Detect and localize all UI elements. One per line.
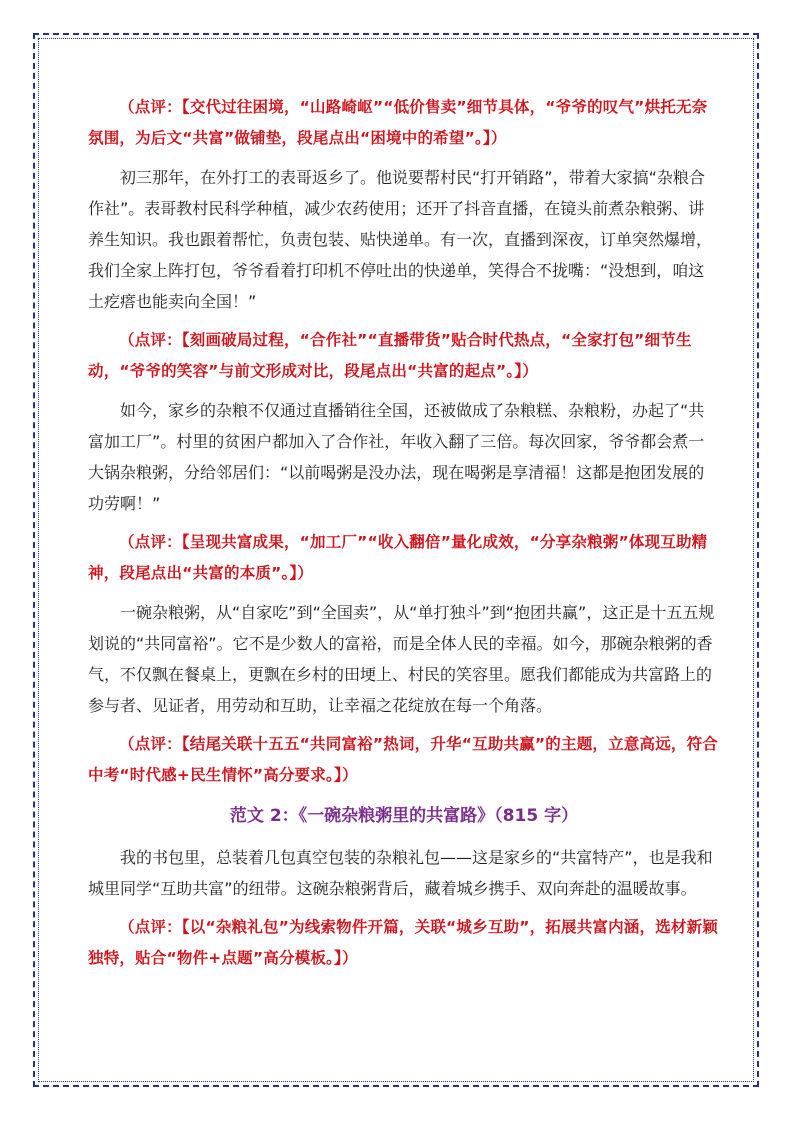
body-paragraph: 我的书包里，总装着几包真空包装的杂粮礼包——这是家乡的“共富特产”，也是我和城里同学“互助共富”的纽带。这碗杂粮粥背后，藏着城乡携手、双向奔赴的温暖故事。 [88,848,713,898]
comment-paragraph: （点评：【刻画破局过程，“合作社”“直播带货”贴合时代热点，“全家打包”细节生动，“爷爷的笑容”与前文形成对比，段尾点出“共富的起点”。】） [88,331,692,380]
word-count: （815 字） [494,806,579,826]
body-paragraph: 初三那年，在外打工的表哥返乡了。他说要帮村民“打开销路”，带着大家搞“杂粮合作社”。表哥教村民科学种植，减少农药使用；还开了抖音直播，在镜头前煮杂粮粥、讲养生知识。我也跟着帮忙，负责包装、贴快递单。有一次，直播到深夜，订单突然爆增，我们全家上阵打包，爷爷看着打印机不停吐出的快递单，笑得合不拢嘴：“没想到，咱这土疙瘩也能卖向全国！” [88,168,713,311]
comment-paragraph: （点评：【交代过往困境，“山路崎岖”“低价售卖”细节具体，“爷爷的叹气”烘托无奈氛围，为后文“共富”做铺垫，段尾点出“困境中的希望”。】） [88,98,708,147]
comment-paragraph: （点评：【以“杂粮礼包”为线索物件开篇，关联“城乡互助”，拓展共富内涵，选材新颖独特，贴合“物件+点题”高分模板。】） [88,918,719,967]
comment-paragraph: （点评：【结尾关联十五五“共同富裕”热词，升华“互助共赢”的主题，立意高远，符合中考“时代感+民生情怀”高分要求。】） [88,735,719,784]
comment-paragraph: （点评：【呈现共富成果，“加工厂”“收入翻倍”量化成效，“分享杂粮粥”体现互助精神，段尾点出“共富的本质”。】） [88,533,708,582]
body-paragraph: 一碗杂粮粥，从“自家吃”到“全国卖”，从“单打独斗”到“抱团共赢”，这正是十五五规划说的“共同富裕”。它不是少数人的富裕，而是全体人民的幸福。如今，那碗杂粮粥的香气，不仅飘在餐桌上，更飘在乡村的田埂上、村民的笑容里。愿我们都能成为共富路上的参与者、见证者，用劳动和互助，让幸福之花绽放在每一个角落。 [88,603,715,715]
document-body [88,92,720,982]
body-paragraph: 如今，家乡的杂粮不仅通过直播销往全国，还被做成了杂粮糕、杂粮粉，办起了“共富加工厂”。村里的贫困户都加入了合作社，年收入翻了三倍。每次回家，爷爷都会煮一大锅杂粮粥，分给邻居们：“以前喝粥是没办法，现在喝粥是享清福！这都是抱团发展的功劳啊！” [88,401,705,513]
essay-title [88,801,720,832]
essay-title-text: 范文 2：《一碗杂粮粥里的共富路》 [229,806,495,826]
